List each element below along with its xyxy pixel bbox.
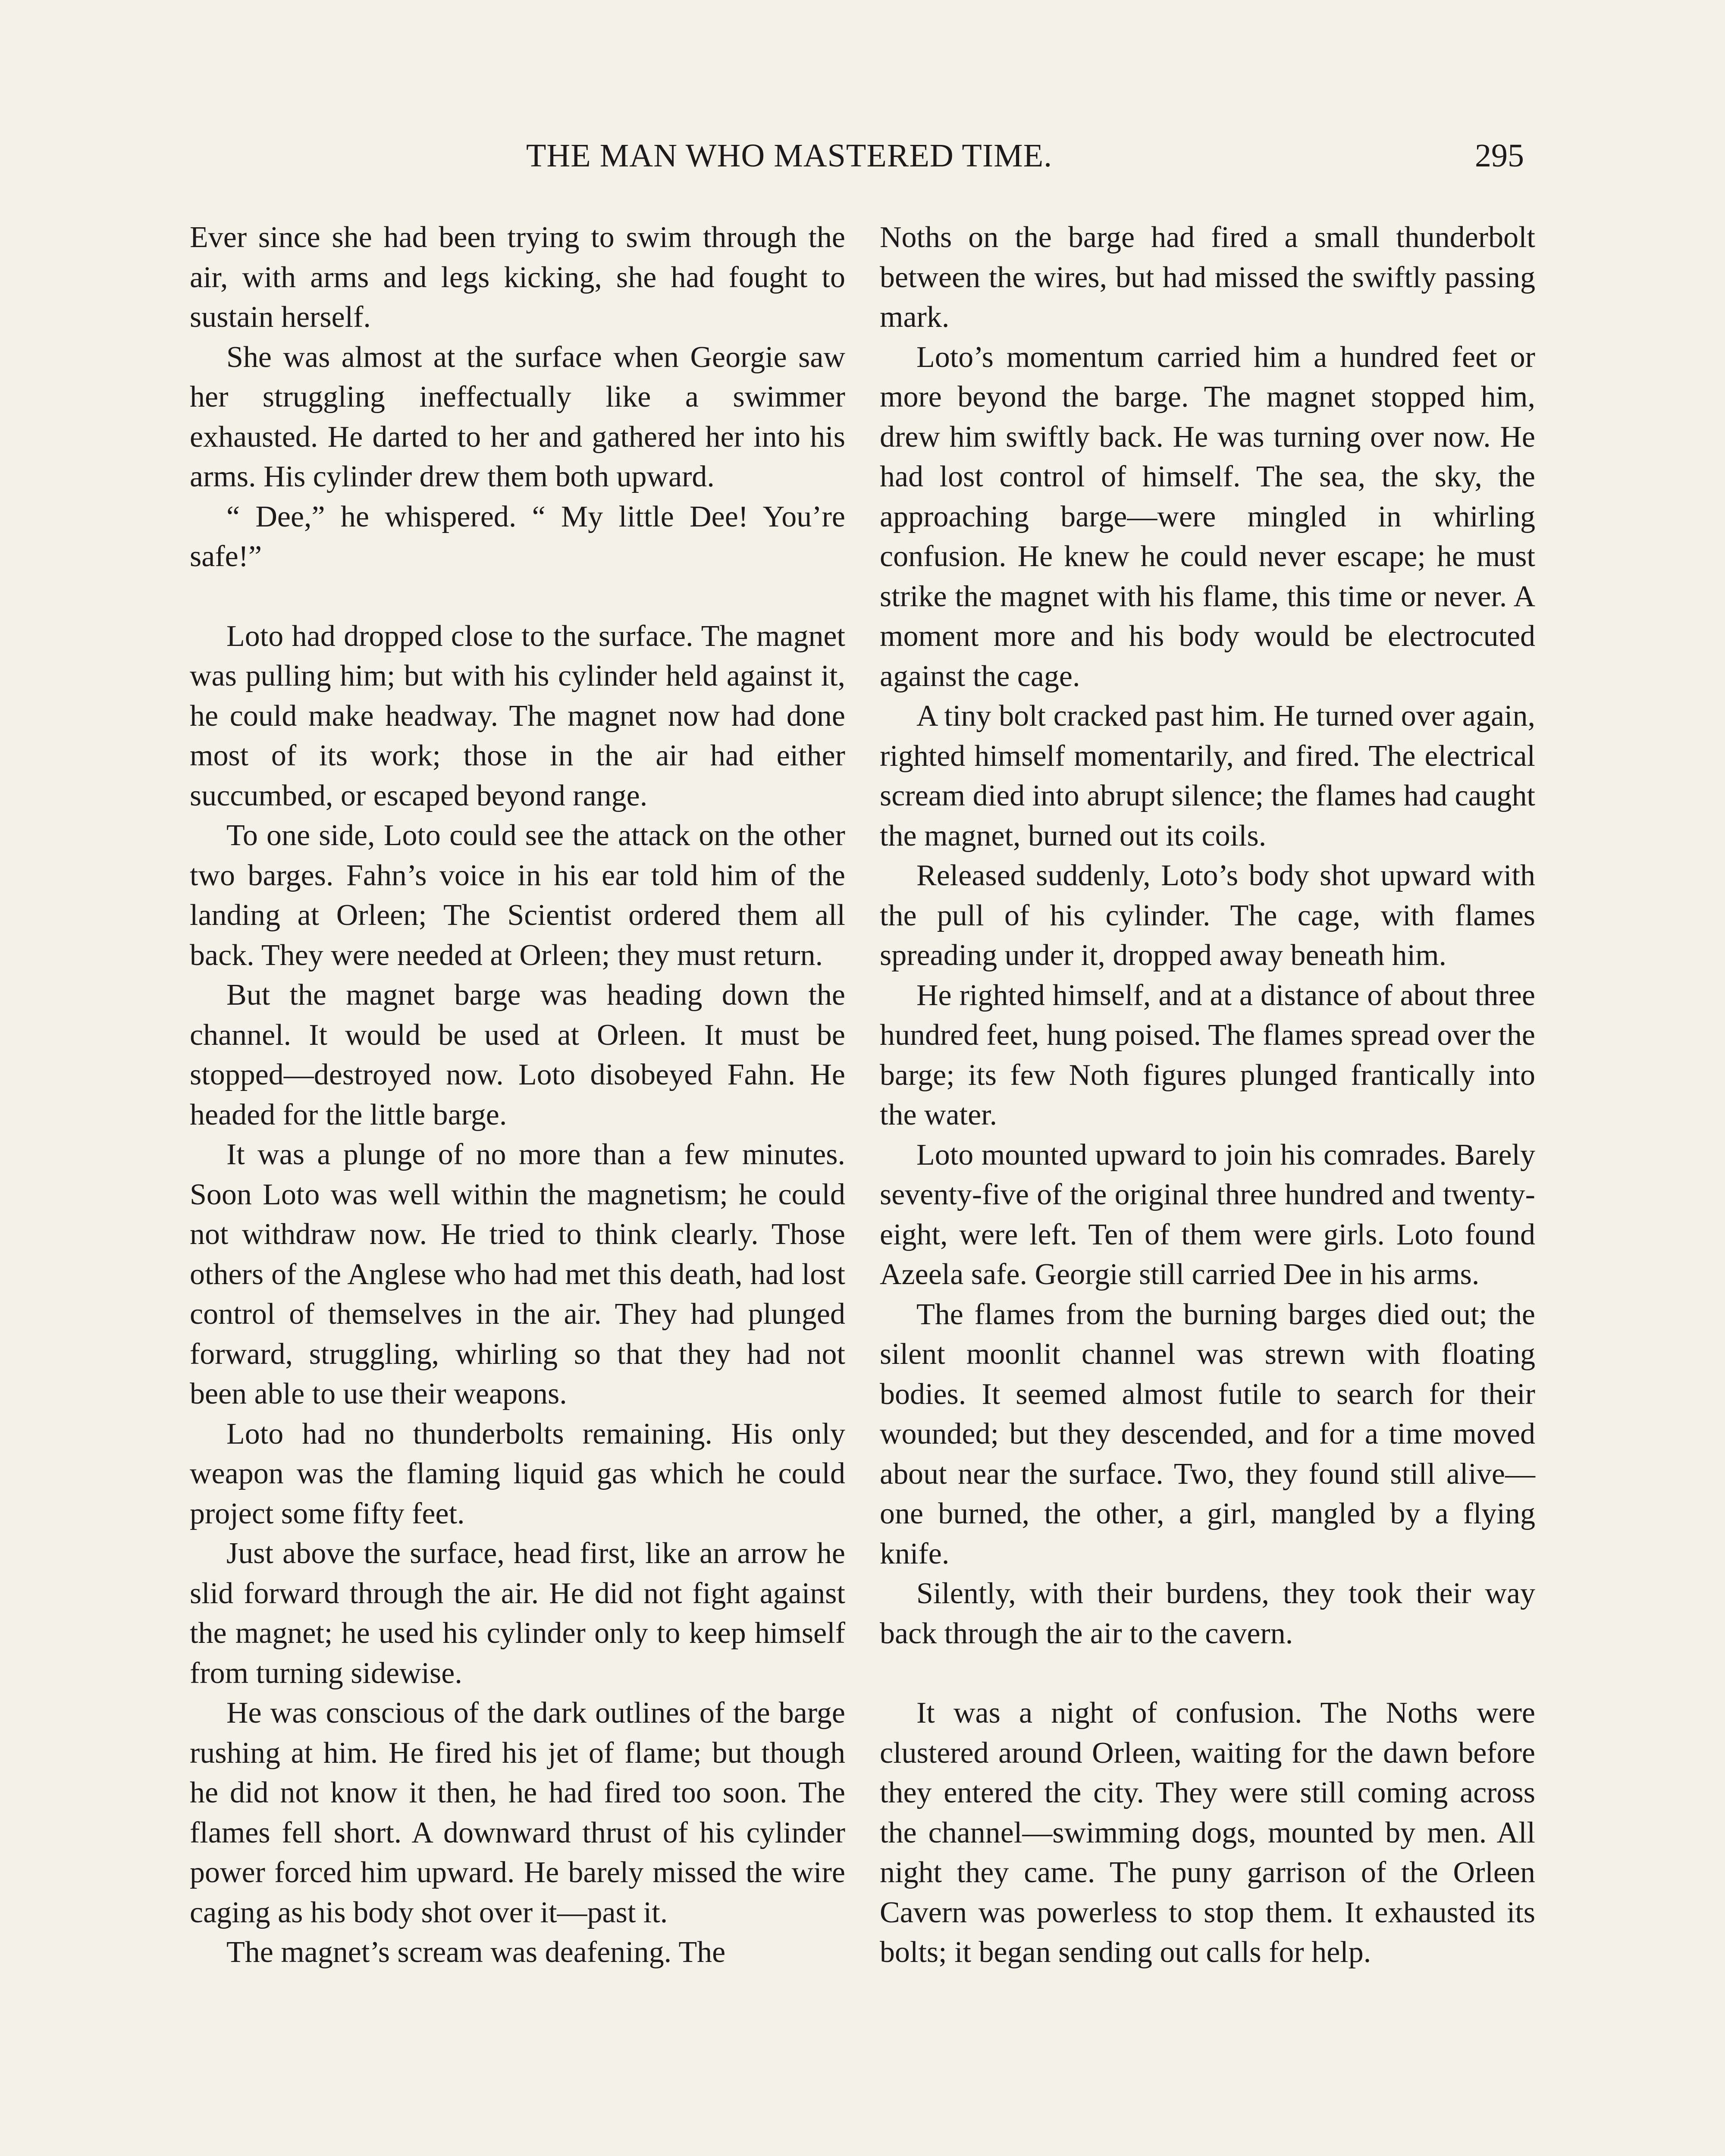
- paragraph: Just above the surface, head first, like an arrow he slid forward through the air. He did not fight against the magnet; he used his cylinder only to keep himself from turning sidewise.: [190, 1537, 845, 1690]
- paragraph: It was a plunge of no more than a few minutes. Soon Loto was well within the magnetism; he could not withdraw now. He tried to think clearly. Those others of the Anglese who had met this death, had lost control of themselves in the air. They had plunged forward, struggling, whirling so that they had not been able to use their weapons.: [190, 1138, 845, 1410]
- page-number: 295: [1475, 138, 1524, 174]
- paragraph: It was a night of confusion. The Noths were clustered around Orleen, waiting for the dawn before they entered the city. They were still coming across the channel—swimming dogs, mounted by men. All night they came. The puny garrison of the Orleen Cavern was powerless to stop them. It exhausted its bolts; it began sending out calls for help.: [880, 1696, 1535, 1969]
- paragraph: She was almost at the surface when Georgie saw her struggling ineffectually like a swimmer exhausted. He darted to her and gathered her into his arms. His cylinder drew them both upward.: [190, 340, 845, 493]
- paragraph: The magnet’s scream was deafening. The: [226, 1936, 726, 1969]
- paragraph: Ever since she had been trying to swim through the air, with arms and legs kicking, she had fought to sustain herself.: [190, 221, 845, 334]
- paragraph: But the magnet barge was heading down the channel. It would be used at Orleen. It must be stopped—destroyed now. Loto disobeyed Fahn. He headed for the little barge.: [190, 978, 845, 1131]
- paragraph: Loto mounted upward to join his comrades. Barely seventy-five of the original three hundred and twenty-eight, were left. Ten of them were girls. Loto found Azeela safe. Georgie still carried Dee in his arms.: [880, 1138, 1535, 1291]
- paragraph: He was conscious of the dark outlines of the barge rushing at him. He fired his jet of flame; but though he did not know it then, he had fired too soon. The flames fell short. A downward thrust of his cylinder power forced him upward. He barely missed the wire caging as his body shot over it—past it.: [190, 1696, 845, 1929]
- paragraph: A tiny bolt cracked past him. He turned over again, righted himself momentarily, and fired. The electrical scream died into abrupt silence; the flames had caught the magnet, burned out its coils.: [880, 699, 1536, 852]
- paragraph: To one side, Loto could see the attack on the other two barges. Fahn’s voice in his ear told him of the landing at Orleen; The Scientist ordered them all back. They were needed at Orleen; they must return.: [190, 819, 845, 972]
- running-title: THE MAN WHO MASTERED TIME.: [526, 138, 1053, 174]
- paragraph: Noths on the barge had fired a small thunderbolt between the wires, but had missed the swiftly passing mark.: [880, 221, 1535, 334]
- paragraph: Loto’s momentum carried him a hundred feet or more beyond the barge. The magnet stopped him, drew him swiftly back. He was turning over now. He had lost control of himself. The sea, the sky, the approaching barge—were mingled in whirling confusion. He knew he could never escape; he must strike the magnet with his flame, this time or never. A moment more and his body would be electrocuted against the cage.: [880, 340, 1535, 693]
- paragraph: Loto had no thunderbolts remaining. His only weapon was the flaming liquid gas which he could project some fifty feet.: [190, 1417, 845, 1530]
- paragraph: Silently, with their burdens, they took their way back through the air to the cavern.: [880, 1577, 1535, 1650]
- left-column: [190, 218, 845, 1973]
- paragraph: “ Dee,” he whispered. “ My little Dee! You’re safe!”: [190, 500, 845, 573]
- paragraph: The flames from the burning barges died out; the silent moonlit channel was strewn with floating bodies. It seemed almost futile to search for their wounded; but they descended, and for a time moved about near the surface. Two, they found still alive—one burned, the other, a girl, mangled by a flying knife.: [880, 1297, 1535, 1570]
- right-column: [880, 218, 1535, 1973]
- paragraph: Loto had dropped close to the surface. The magnet was pulling him; but with his cylinder held against it, he could make headway. The magnet now had done most of its work; those in the air had either succumbed, or escaped beyond range.: [190, 619, 845, 812]
- paragraph: Released suddenly, Loto’s body shot upward with the pull of his cylinder. The cage, with flames spreading under it, dropped away beneath him.: [880, 859, 1535, 972]
- paragraph: He righted himself, and at a distance of about three hundred feet, hung poised. The flames spread over the barge; its few Noth figures plunged frantically into the water.: [880, 978, 1535, 1131]
